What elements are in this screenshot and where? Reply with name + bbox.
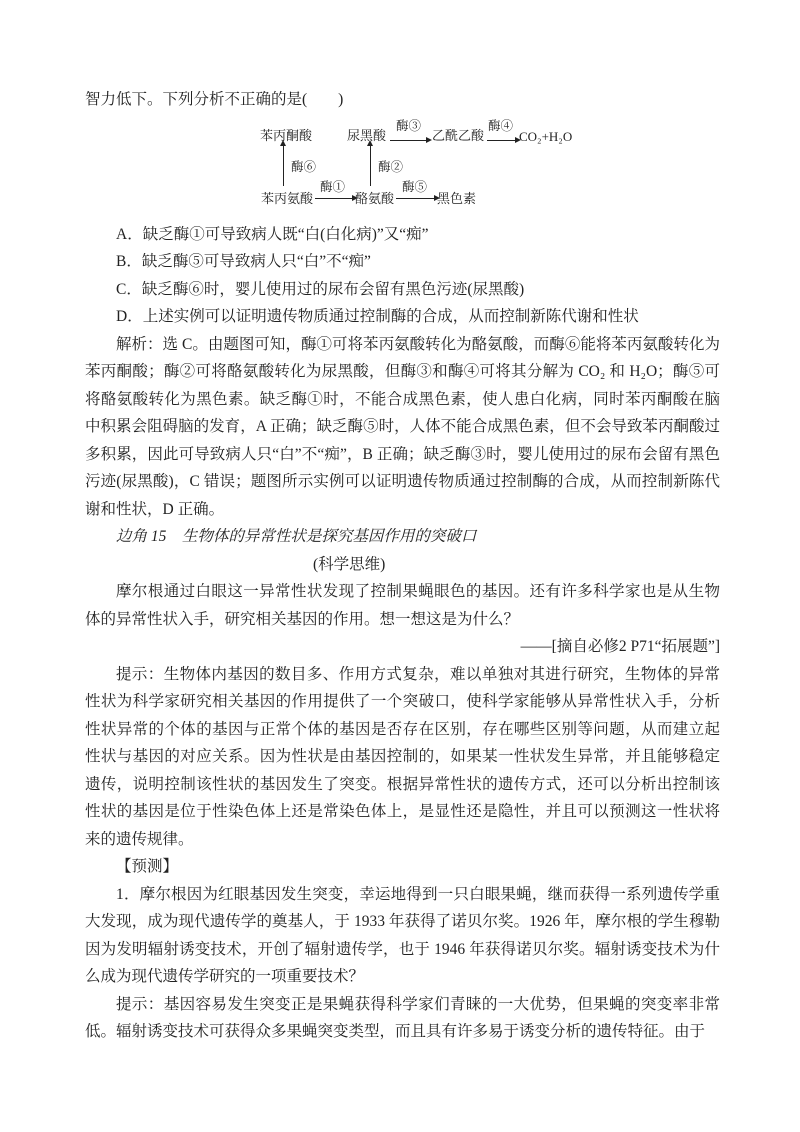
- option-d: D．上述实例可以证明遗传物质通过控制酶的合成，从而控制新陈代谢和性状: [116, 308, 639, 325]
- option-c: C．缺乏酶⑥时，婴儿使用过的尿布会留有黑色污迹(尿黑酸): [116, 280, 525, 298]
- question1-paragraph: 1．摩尔根因为红眼基因发生突变，幸运地得到一只白眼果蝇，继而获得一系列遗传学重大发现，成为现代遗传学的奠基人，于 1933 年获得了诺贝尔奖。1926 年，摩尔根的学生穆勒因为发明辐射诱变技术，开创了辐射遗传学，也于 1946 年获得诺贝尔奖。辐射诱变技术为什么成为现代遗传学研究的一项重要技术？: [85, 885, 720, 985]
- metabolic-pathway-diagram: [85, 119, 720, 212]
- arrow-up-icon: [370, 146, 371, 186]
- corner-note-heading: 边角 15 生物体的异常性状是探究基因作用的突破口: [116, 528, 477, 545]
- enzyme-6-label: 酶⑥: [291, 159, 317, 174]
- source-reference-line: ——[摘自必修2 P71“拓展题”]: [520, 638, 720, 655]
- node-phenylalanine: 苯丙氨酸: [261, 190, 314, 206]
- option-b: B．缺乏酶⑤可导致病人只“白”不“痴”: [116, 253, 371, 270]
- intro-line: 智力低下。下列分析不正确的是( ): [85, 91, 344, 108]
- enzyme-4-label: 酶④: [488, 118, 514, 133]
- analysis-paragraph: 解析：选 C。由题图可知，酶①可将苯丙氨酸转化为酪氨酸，而酶⑥能将苯丙氨酸转化为苯丙酮酸；酶②可将酪氨酸转化为尿黑酸，但酶③和酶④可将其分解为 CO₂ 和 H₂O；酶⑤可将酪氨酸转化为黑色素。缺乏酶①时，不能合成黑色素，使人患白化病，同时苯丙酮酸在脑中积累会阻碍脑的发育，A 正确；缺乏酶⑤时，人体不能合成黑色素，但不会导致苯丙酮酸过多积累，因此可导致病人只“白”不“痴”，B 正确；缺乏酶③时，婴儿使用过的尿布会留有黑色污迹(尿黑酸)，C 错误；题图所示实例可以证明遗传物质通过控制酶的合成，从而控制新陈代谢和性状，D 正确。: [85, 335, 720, 518]
- node-tyrosine: 酪氨酸: [355, 190, 395, 206]
- enzyme-3-label: 酶③: [396, 118, 422, 133]
- morgan-paragraph: 摩尔根通过白眼这一异常性状发现了控制果蝇眼色的基因。还有许多科学家也是从生物体的异常性状入手，研究相关基因的作用。想一想这是为什么？: [85, 583, 720, 628]
- enzyme-5-label: 酶⑤: [402, 179, 428, 194]
- hint2-paragraph: 提示：基因容易发生突变正是果蝇获得科学家们青睐的一大优势，但果蝇的突变率非常低。辐射诱变技术可获得众多果蝇突变类型，而且具有许多易于诱变分析的遗传特征。由于: [85, 995, 720, 1040]
- arrow-right-icon: [396, 198, 434, 199]
- arrow-up-icon: [283, 146, 284, 186]
- node-co2-h2o: CO₂+H₂O: [519, 128, 573, 144]
- predict-heading: 【预测】: [116, 858, 179, 875]
- arrow-right-icon: [390, 140, 426, 141]
- enzyme-1-label: 酶①: [320, 179, 346, 194]
- page-content: [85, 86, 720, 1046]
- arrow-right-icon: [487, 140, 515, 141]
- node-homogentisate: 尿黑酸: [347, 127, 387, 143]
- enzyme-2-label: 酶②: [378, 159, 404, 174]
- node-acetoacetate: 乙酰乙酸: [432, 127, 485, 143]
- science-thinking-tag: (科学思维): [313, 555, 386, 573]
- node-melanin: 黑色素: [437, 190, 477, 206]
- option-a: A．缺乏酶①可导致病人既“白(白化病)”又“痴”: [116, 225, 429, 243]
- arrow-right-icon: [315, 198, 352, 199]
- hint1-paragraph: 提示：生物体内基因的数目多、作用方式复杂，难以单独对其进行研究，生物体的异常性状为科学家研究相关基因的作用提供了一个突破口，使科学家能够从异常性状入手，分析性状异常的个体的基因与正常个体的基因是否存在区别，存在哪些区别等问题，从而建立起性状与基因的对应关系。因为性状是由基因控制的，如果某一性状发生异常，并且能够稳定遗传，说明控制该性状的基因发生了突变。根据异常性状的遗传方式，还可以分析出控制该性状的基因是位于性染色体上还是常染色体上，是显性还是隐性，并且可以预测这一性状将来的遗传规律。: [85, 665, 720, 848]
- node-phenylpyruvate: 苯丙酮酸: [260, 127, 313, 143]
